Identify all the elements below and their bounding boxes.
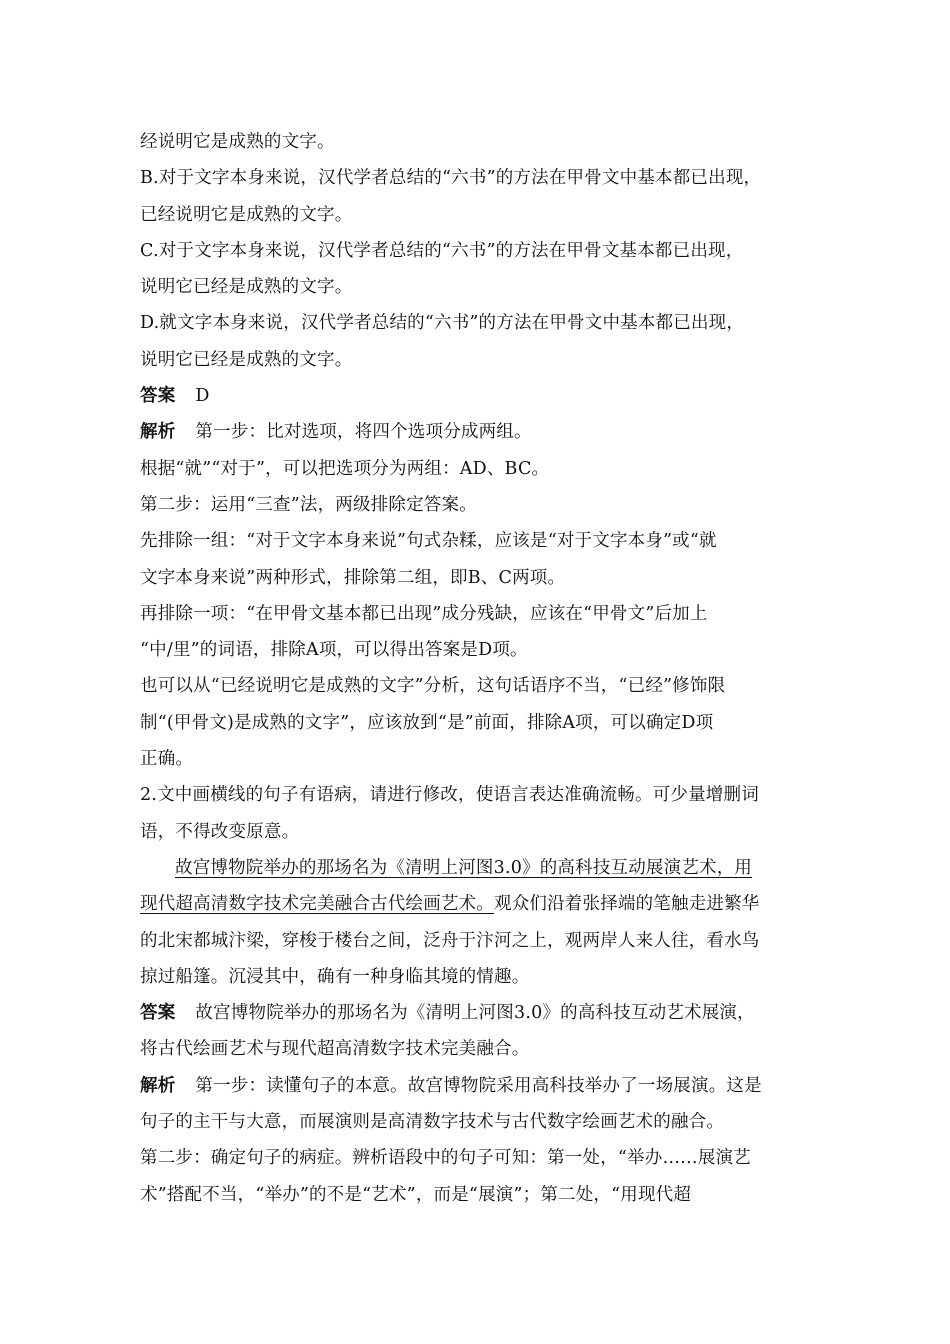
text-line: 说明它已经是成熟的文字。: [140, 277, 353, 298]
text-line: 制“(甲骨文)是成熟的文字”，应该放到“是”前面，排除A项，可以确定D项: [140, 712, 714, 733]
text-line: 也可以从“已经说明它是成熟的文字”分析，这句话语序不当，“已经”修饰限: [140, 676, 726, 697]
text-line: 句子的主干与大意，而展演则是高清数字技术与古代数字绘画艺术的融合。: [140, 1112, 725, 1133]
text-line: 语，不得改变原意。: [140, 821, 300, 842]
text-line: 文字本身来说”两种形式，排除第二组，即B、C两项。: [140, 567, 566, 588]
option-c-line: C.对于文字本身来说，汉代学者总结的“六书”的方法在甲骨文基本都已出现，: [140, 240, 744, 261]
analysis-label: 解析: [140, 1075, 176, 1096]
text-line: 说明它已经是成熟的文字。: [140, 349, 353, 370]
answer-label: 答案: [140, 1003, 176, 1024]
passage-line: 掠过船篷。沉浸其中，确有一种身临其境的情趣。: [140, 966, 530, 987]
text-line: 经说明它是成熟的文字。: [140, 132, 335, 152]
passage-line: 现代超高清数字技术完美融合古代绘画艺术。观众们沿着张择端的笔触走进繁华: [140, 894, 760, 915]
text-line: 第二步：确定句子的病症。辨析语段中的句子可知：第一处，“举办……展演艺: [140, 1148, 751, 1169]
passage-line: [140, 850, 820, 886]
text-line: 将古代绘画艺术与现代超高清数字技术完美融合。: [140, 1039, 530, 1060]
option-b-line: B.对于文字本身来说，汉代学者总结的“六书”的方法在甲骨文中基本都已出现，: [140, 168, 762, 189]
text-line: “中/里”的词语，排除A项，可以得出答案是D项。: [140, 640, 528, 661]
text-line: 正确。: [140, 749, 194, 770]
analysis-line: 解析 第一步：比对选项，将四个选项分成两组。: [140, 422, 532, 443]
option-d-line: D.就文字本身来说，汉代学者总结的“六书”的方法在甲骨文中基本都已出现，: [140, 313, 745, 334]
question-2-line: 2.文中画横线的句子有语病，请进行修改，使语言表达准确流畅。可少量增删词: [140, 785, 759, 806]
answer-line: [140, 378, 820, 414]
answer-text: D: [195, 386, 210, 407]
document-page: [140, 124, 820, 1213]
text-line: 先排除一组：“对于文字本身来说”句式杂糅，应该是“对于文字本身”或“就: [140, 531, 717, 552]
underlined-sentence: 现代超高清数字技术完美融合古代绘画艺术。: [140, 894, 494, 915]
answer-line: 答案 故宫博物院举办的那场名为《清明上河图3.0》的高科技互动艺术展演，: [140, 1003, 755, 1024]
answer-label: 答案: [140, 386, 176, 407]
text-line: 术”搭配不当，“举办”的不是“艺术”，而是“展演”；第二处，“用现代超: [140, 1184, 692, 1205]
analysis-label: 解析: [140, 422, 176, 443]
text-line: 再排除一项：“在甲骨文基本都已出现”成分残缺，应该在“甲骨文”后加上: [140, 603, 708, 624]
passage-line: 的北宋都城汴梁，穿梭于楼台之间，泛舟于汴河之上，观两岸人来人往，看水鸟: [140, 930, 760, 951]
text-line: 根据“就”“对于”，可以把选项分为两组：AD、BC。: [140, 458, 550, 479]
analysis-line: 解析 第一步：读懂句子的本意。故宫博物院采用高科技举办了一场展演。这是: [140, 1075, 762, 1096]
underlined-sentence: 故宫博物院举办的那场名为《清明上河图3.0》的高科技互动展演艺术，用: [175, 857, 753, 878]
text-line: 已经说明它是成熟的文字。: [140, 204, 353, 225]
text-line: 第二步：运用“三查”法，两级排除定答案。: [140, 494, 477, 515]
